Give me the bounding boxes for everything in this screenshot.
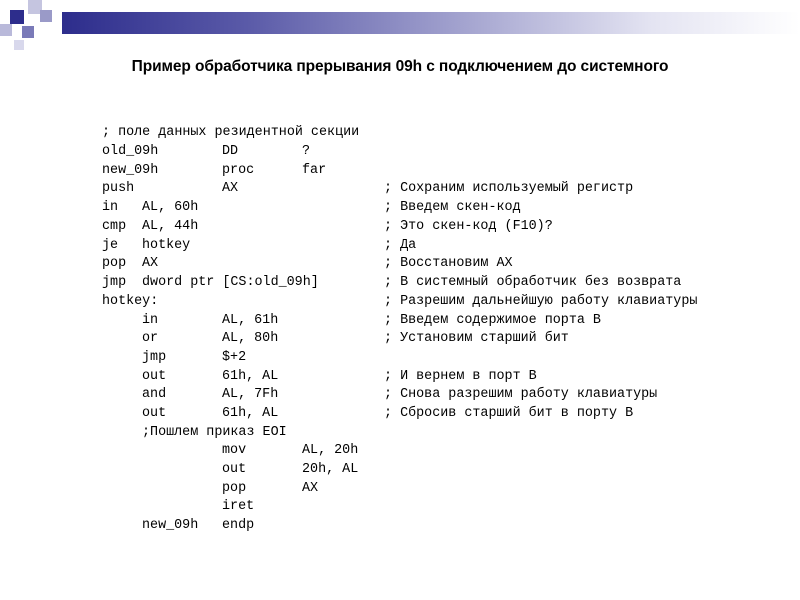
code-operand: $+2 [222, 350, 247, 365]
code-operand: AX [222, 181, 239, 196]
code-comment: ; Сохраним используемый регистр [384, 181, 634, 196]
code-instruction: mov [222, 443, 247, 458]
code-operand: AL, 80h [222, 331, 279, 346]
code-instruction: out [142, 369, 167, 384]
code-comment: ; Разрешим дальнейшую работу клавиатуры [384, 294, 698, 309]
code-operand: 61h, AL [222, 406, 279, 421]
code-comment: ; Да [384, 238, 417, 253]
slide-title: Пример обработчика прерывания 09h с подключением до системного [131, 58, 669, 75]
code-instruction: out [142, 406, 167, 421]
code-operand: AX [142, 256, 159, 271]
code-directive: endp [222, 518, 255, 533]
code-instruction: jmp [142, 350, 167, 365]
code-comment: ; Введем содержимое порта B [384, 313, 601, 328]
code-instruction: and [142, 387, 167, 402]
code-instruction: cmp [102, 219, 127, 234]
code-instruction: pop [102, 256, 127, 271]
code-comment: ; Снова разрешим работу клавиатуры [384, 387, 658, 402]
code-operand: AL, 61h [222, 313, 279, 328]
code-instruction: jmp [102, 275, 127, 290]
code-instruction: iret [222, 499, 255, 514]
code-comment: ; Восстановим AX [384, 256, 513, 271]
code-directive: proc [222, 163, 255, 178]
code-label: hotkey: [102, 294, 159, 309]
code-comment: ; Введем скен-код [384, 200, 521, 215]
code-instruction: in [102, 200, 119, 215]
code-instruction: je [102, 238, 119, 253]
code-operand: 61h, AL [222, 369, 279, 384]
code-operand: AL, 7Fh [222, 387, 279, 402]
code-instruction: pop [222, 481, 247, 496]
code-label: old_09h [102, 144, 159, 159]
code-operand: hotkey [142, 238, 191, 253]
code-instruction: in [142, 313, 159, 328]
code-operand: 20h, AL [302, 462, 359, 477]
code-operand: AL, 20h [302, 443, 359, 458]
code-instruction: out [222, 462, 247, 477]
code-operand: AL, 60h [142, 200, 199, 215]
code-instruction: push [102, 181, 135, 196]
code-label: new_09h [102, 163, 159, 178]
code-label: new_09h [142, 518, 199, 533]
code-operand: AX [302, 481, 319, 496]
code-operand: far [302, 163, 327, 178]
code-comment: ; поле данных резидентной секции [102, 125, 360, 140]
code-operand: dword ptr [CS:old_09h] [142, 275, 319, 290]
code-operand: ? [302, 144, 311, 159]
code-comment: ; Это скен-код (F10)? [384, 219, 553, 234]
code-instruction: or [142, 331, 159, 346]
code-comment: ; Сбросив старший бит в порту B [384, 406, 634, 421]
code-comment: ; Установим старший бит [384, 331, 569, 346]
code-operand: AL, 44h [142, 219, 199, 234]
code-comment: ; В системный обработчик без возврата [384, 275, 682, 290]
code-comment: ;Пошлем приказ EOI [142, 425, 287, 440]
code-directive: DD [222, 144, 239, 159]
code-comment: ; И вернем в порт B [384, 369, 537, 384]
